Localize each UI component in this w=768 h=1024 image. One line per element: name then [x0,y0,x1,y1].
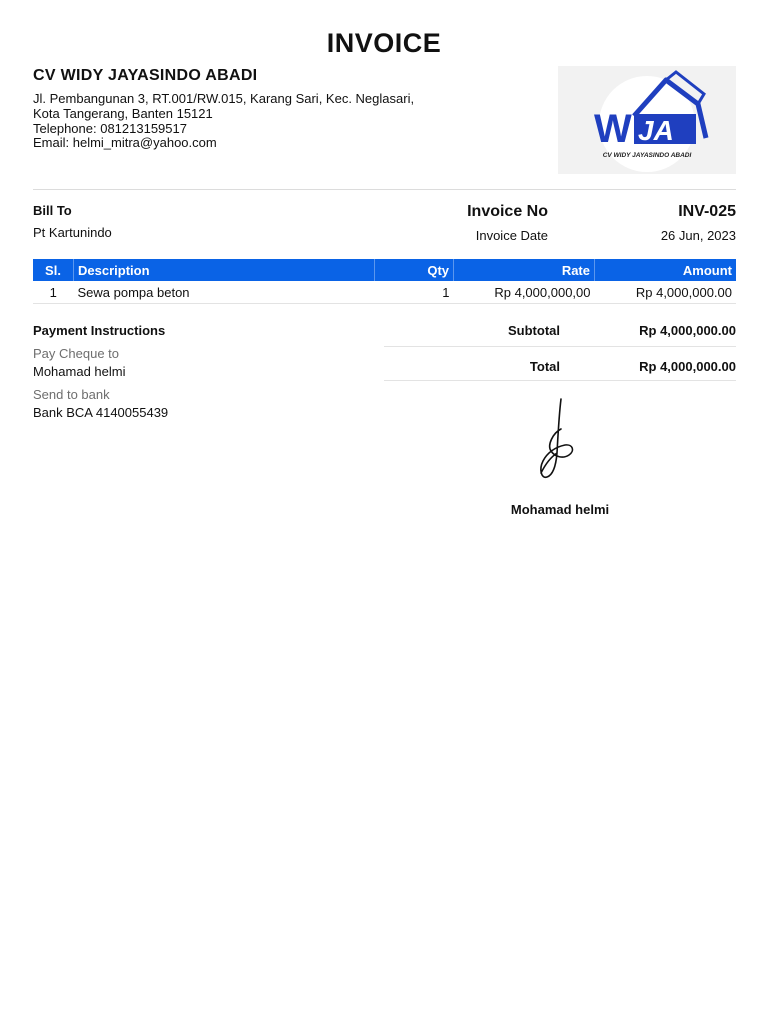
invoice-date-value: 26 Jun, 2023 [660,228,736,243]
items-header-row [33,259,736,281]
company-name: CV WIDY JAYASINDO ABADI [33,67,258,84]
header-divider [33,189,736,190]
company-address-line1: Jl. Pembangunan 3, RT.001/RW.015, Karang Sari, Kec. Neglasari, [33,91,415,106]
company-address-line2: Kota Tangerang, Banten 15121 [33,106,213,121]
send-to-bank-label: Send to bank [33,387,110,402]
cell-sl: 1 [33,281,74,304]
pay-cheque-value: Mohamad helmi [33,364,126,379]
subtotal-divider [384,346,736,347]
signature-image [525,395,585,485]
items-table [33,259,736,304]
invoice-title: INVOICE [326,28,442,58]
subtotal-value: Rp 4,000,000.00 [639,323,736,338]
invoice-no-label: Invoice No [467,203,548,220]
logo-mark-w: W [594,107,632,151]
logo-mark-ja: JA [638,115,674,146]
col-header-sl: Sl. [33,259,74,281]
signature-name: Mohamad helmi [510,502,610,517]
col-header-qty: Qty [375,259,454,281]
company-logo [558,66,736,174]
cell-description: Sewa pompa beton [74,281,375,304]
table-row [33,281,736,304]
total-value: Rp 4,000,000.00 [639,359,736,374]
col-header-amount: Amount [595,259,737,281]
company-email: Email: helmi_mitra@yahoo.com [33,135,217,150]
col-header-description: Description [74,259,375,281]
pay-cheque-label: Pay Cheque to [33,346,120,361]
invoice-no-value: INV-025 [678,203,736,220]
subtotal-label: Subtotal [508,323,560,338]
cell-qty: 1 [375,281,454,304]
bill-to-label: Bill To [33,203,72,218]
bank-account-value: Bank BCA 4140055439 [33,405,169,420]
logo-tagline: CV WIDY JAYASINDO ABADI [602,152,692,159]
invoice-date-label: Invoice Date [475,228,548,243]
total-divider [384,380,736,381]
cell-rate: Rp 4,000,000,00 [454,281,595,304]
bill-to-value: Pt Kartunindo [33,225,112,240]
col-header-rate: Rate [454,259,595,281]
cell-amount: Rp 4,000,000.00 [595,281,737,304]
logo-graphic [558,66,736,174]
payment-instructions-title: Payment Instructions [33,323,166,338]
company-telephone: Telephone: 081213159517 [33,121,187,136]
total-label: Total [529,359,560,374]
